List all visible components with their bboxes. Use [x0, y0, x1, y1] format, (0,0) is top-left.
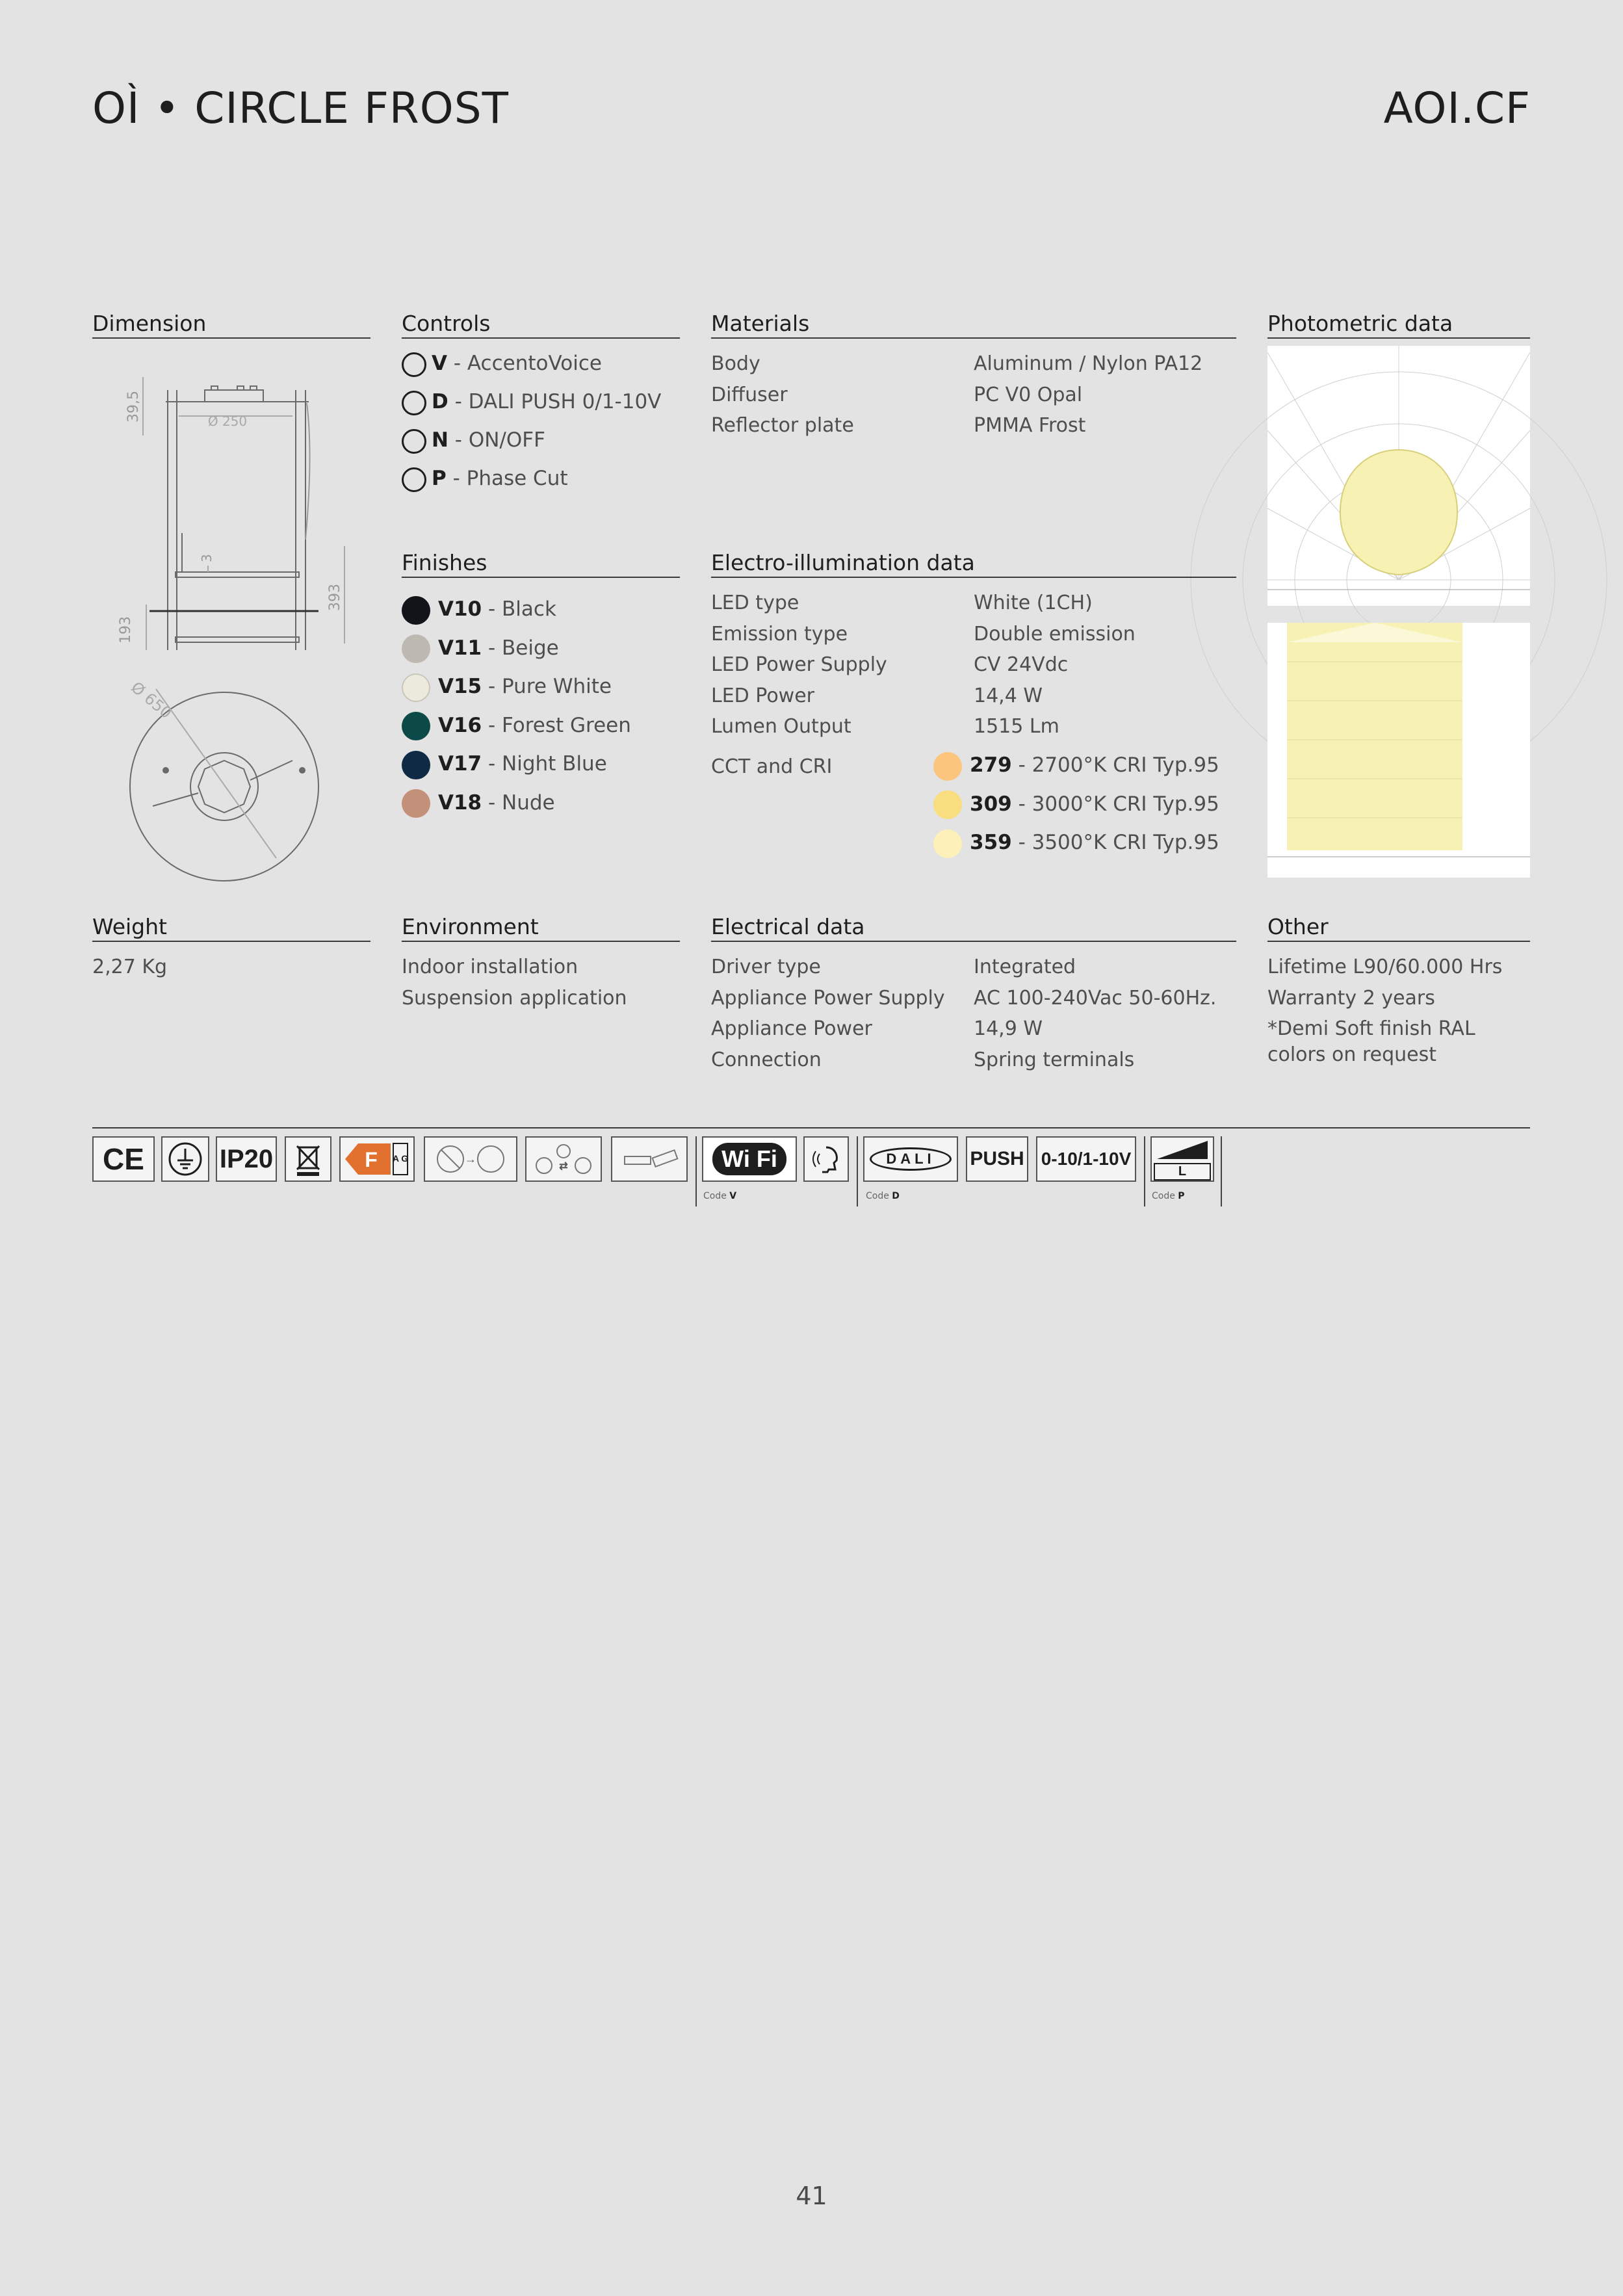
- weee-bin-icon: [285, 1136, 331, 1182]
- finish-item[interactable]: V11 - Beige: [402, 629, 631, 668]
- code-p-label: Code P: [1152, 1191, 1185, 1201]
- table-row: LED Power 14,4 W: [711, 684, 1043, 707]
- environment-heading: Environment: [402, 914, 680, 942]
- product-code: AOI.CF: [1383, 83, 1531, 133]
- group-divider: [695, 1136, 697, 1207]
- controls-heading: Controls: [402, 311, 680, 339]
- cct-item[interactable]: 279 - 2700°K CRI Typ.95: [933, 746, 1219, 785]
- other-list: [1267, 952, 1502, 1068]
- svg-text:A G: A G: [392, 1153, 409, 1164]
- table-row: LED type White (1CH): [711, 592, 1093, 614]
- finish-item[interactable]: V17 - Night Blue: [402, 745, 631, 784]
- table-row: Lumen Output 1515 Lm: [711, 715, 1059, 738]
- dim-193: 193: [118, 616, 134, 644]
- controls-list: [402, 345, 661, 498]
- led-driver-icon: [525, 1136, 602, 1182]
- cct-swatch-icon: [933, 829, 962, 858]
- table-row: Body Aluminum / Nylon PA12: [711, 352, 1203, 375]
- product-title: OÌ • CIRCLE FROST: [92, 83, 509, 133]
- cable-icon: [611, 1136, 688, 1182]
- table-row: Emission type Double emission: [711, 622, 1136, 646]
- photometric-heading: Photometric data: [1267, 311, 1530, 339]
- electrical-heading: Electrical data: [711, 914, 1236, 942]
- dim-3: 3: [199, 554, 214, 562]
- cct-label: CCT and CRI: [711, 755, 833, 778]
- table-row: Driver type Integrated: [711, 956, 1076, 978]
- cct-item[interactable]: 309 - 3000°K CRI Typ.95: [933, 785, 1219, 824]
- cct-swatch-icon: [933, 790, 962, 819]
- list-item: *Demi Soft finish RAL: [1267, 1017, 1475, 1040]
- finish-item[interactable]: V16 - Forest Green: [402, 707, 631, 746]
- ce-mark-icon: CE: [92, 1136, 155, 1182]
- table-row: Reflector plate PMMA Frost: [711, 414, 1086, 437]
- cct-item[interactable]: 359 - 3500°K CRI Typ.95: [933, 824, 1219, 863]
- dim-650: Ø 650: [127, 678, 175, 723]
- lamp-replace-icon: [424, 1136, 517, 1182]
- control-item[interactable]: D - DALI PUSH 0/1-10V: [402, 383, 661, 421]
- ip20-icon: IP20: [216, 1136, 277, 1182]
- materials-table: [711, 348, 1202, 441]
- polar-diagram: [1267, 346, 1530, 606]
- materials-heading: Materials: [711, 311, 1236, 339]
- control-item[interactable]: V - AccentoVoice: [402, 345, 661, 383]
- finishes-list: [402, 590, 631, 822]
- list-item: colors on request: [1267, 1043, 1436, 1066]
- svg-text:→: →: [465, 1153, 476, 1166]
- swatch-icon: [402, 789, 430, 818]
- cct-swatch-icon: [933, 752, 962, 781]
- control-item[interactable]: P - Phase Cut: [402, 460, 661, 498]
- code-v-label: Code V: [703, 1191, 737, 1201]
- cct-list: [933, 746, 1219, 863]
- list-item: Indoor installation: [402, 956, 578, 978]
- table-row: LED Power Supply CV 24Vdc: [711, 653, 1069, 676]
- svg-text:⇄: ⇄: [559, 1161, 568, 1172]
- svg-text:F: F: [365, 1148, 378, 1171]
- swatch-icon: [402, 673, 430, 702]
- table-row: Diffuser PC V0 Opal: [711, 383, 1083, 406]
- push-icon: PUSH: [966, 1136, 1028, 1182]
- radio-circle-icon[interactable]: [402, 352, 426, 377]
- dali-icon: DALI: [863, 1136, 958, 1182]
- electro-heading: Electro-illumination data: [711, 550, 1236, 578]
- swatch-icon: [402, 751, 430, 779]
- finishes-heading: Finishes: [402, 550, 680, 578]
- ground-icon: [161, 1136, 209, 1182]
- other-heading: Other: [1267, 914, 1530, 942]
- page-number: 41: [796, 2182, 827, 2210]
- dim-0-10v-icon: 0-10/1-10V: [1036, 1136, 1136, 1182]
- code-d-label: Code D: [866, 1191, 900, 1201]
- finish-item[interactable]: V10 - Black: [402, 590, 631, 629]
- list-item: Lifetime L90/60.000 Hrs: [1267, 956, 1503, 978]
- swatch-icon: [402, 596, 430, 625]
- group-divider: [1144, 1136, 1145, 1207]
- dim-393: 393: [327, 584, 343, 611]
- group-divider: [1221, 1136, 1222, 1207]
- electro-table: [711, 588, 1136, 742]
- finish-item[interactable]: V18 - Nude: [402, 784, 631, 823]
- cone-diagram: [1267, 623, 1530, 878]
- weight-value: 2,27 Kg: [92, 956, 168, 978]
- electrical-table: [711, 952, 1216, 1075]
- swatch-icon: [402, 634, 430, 663]
- phase-cut-icon: L: [1150, 1136, 1214, 1182]
- list-item: Suspension application: [402, 986, 627, 1010]
- energy-class-icon: [339, 1136, 415, 1182]
- radio-circle-icon[interactable]: [402, 391, 426, 415]
- table-row: Appliance Power Supply AC 100-240Vac 50-60Hz.: [711, 986, 1217, 1010]
- cert-divider: [92, 1127, 1530, 1128]
- dimension-drawing: [110, 377, 343, 891]
- wifi-icon: Wi Fi: [702, 1136, 797, 1182]
- list-item: Warranty 2 years: [1267, 986, 1435, 1010]
- table-row: Appliance Power 14,9 W: [711, 1017, 1043, 1040]
- swatch-icon: [402, 712, 430, 740]
- dimension-heading: Dimension: [92, 311, 370, 339]
- radio-circle-icon[interactable]: [402, 467, 426, 492]
- radio-circle-icon[interactable]: [402, 429, 426, 454]
- environment-list: [402, 952, 627, 1013]
- control-item[interactable]: N - ON/OFF: [402, 421, 661, 460]
- finish-item[interactable]: V15 - Pure White: [402, 668, 631, 707]
- group-divider: [857, 1136, 858, 1207]
- weight-heading: Weight: [92, 914, 370, 942]
- voice-assistant-icon: [803, 1136, 849, 1182]
- table-row: Connection Spring terminals: [711, 1048, 1135, 1071]
- dim-395: 39,5: [125, 391, 142, 423]
- dim-250: Ø 250: [207, 413, 248, 429]
